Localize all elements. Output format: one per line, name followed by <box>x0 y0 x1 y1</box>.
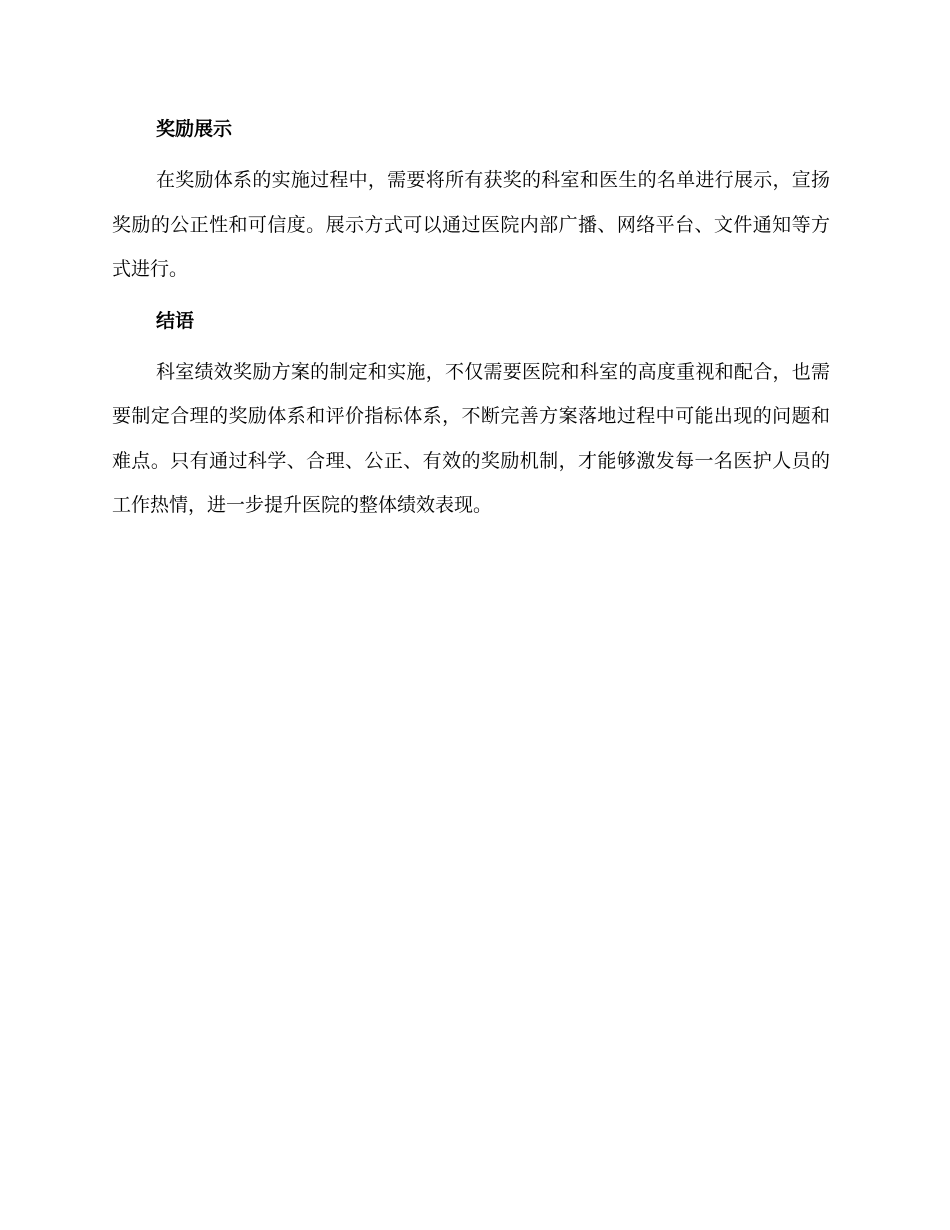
spacer <box>112 292 830 304</box>
document-body <box>112 112 830 528</box>
section-heading-conclusion: 结语 <box>156 309 195 332</box>
paragraph-award-display: 在奖励体系的实施过程中，需要将所有获奖的科室和医生的名单进行展示，宣扬奖励的公正性和可信度。展示方式可以通过医院内部广播、网络平台、文件通知等方式进行。 <box>112 169 830 280</box>
spacer <box>112 146 830 158</box>
spacer <box>112 338 830 350</box>
section-heading-award-display: 奖励展示 <box>156 118 233 140</box>
paragraph-conclusion: 科室绩效奖励方案的制定和实施，不仅需要医院和科室的高度重视和配合，也需要制定合理的奖励体系和评价指标体系，不断完善方案落地过程中可能出现的问题和难点。只有通过科学、合理、公正、有效的奖励机制，才能够激发每一名医护人员的工作热情，进一步提升医院的整体绩效表现。 <box>112 360 830 516</box>
